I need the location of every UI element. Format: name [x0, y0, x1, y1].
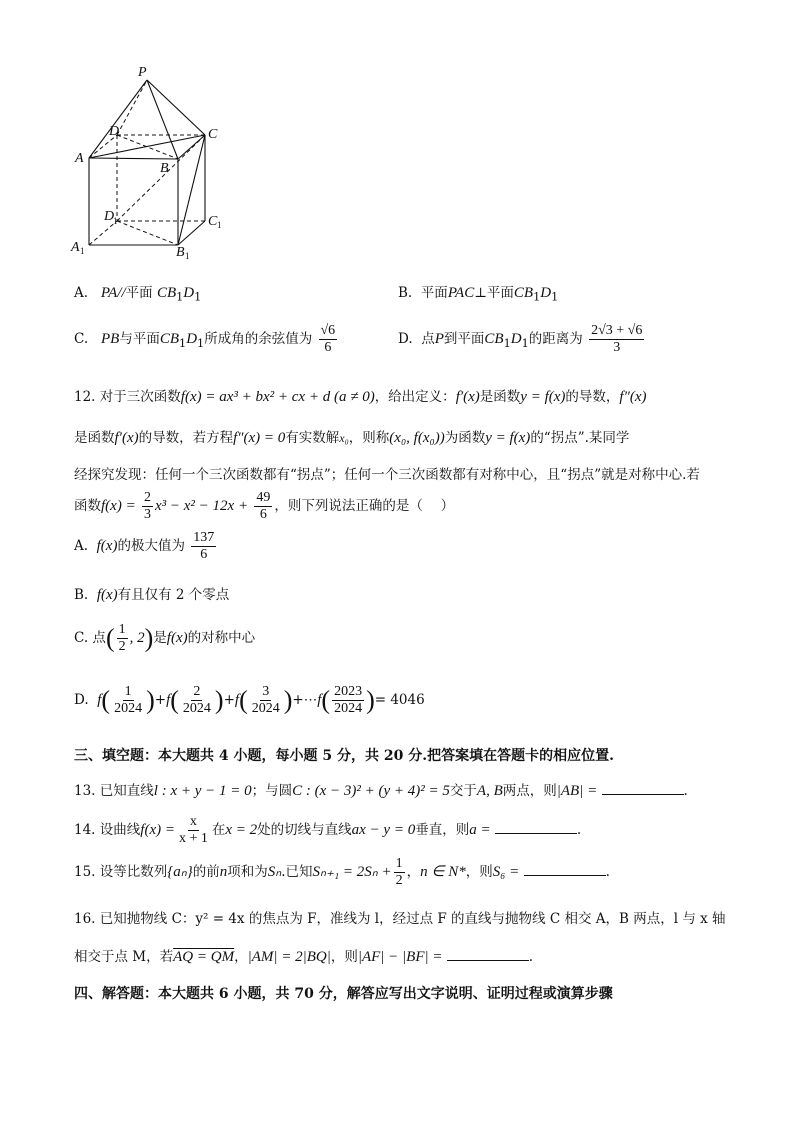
label-D1-sub: 1: [113, 216, 118, 226]
fraction: $\frac{1}{2}$: [395, 856, 403, 889]
label-B: B: [160, 161, 169, 176]
q12-option-c: C. 点( $\frac{1}{2}$ , 2)是f(x)的对称中心: [74, 622, 256, 655]
q15: 15. 设等比数列{aₙ}的前n项和为Sₙ.已知Sₙ₊₁ = 2Sₙ + $\frac{1}{2}$ ，n ∈ N*，则S₆ = .: [74, 856, 610, 889]
label-A1: A: [71, 240, 80, 255]
answer-blank[interactable]: [602, 782, 684, 795]
fraction: $\frac{2023}{2024}$: [334, 684, 363, 717]
fraction: $\frac{2√3 + √6}{3}$: [591, 323, 643, 356]
answer-blank[interactable]: [495, 821, 577, 834]
fraction: $\frac{3}{2024}$: [251, 684, 280, 717]
q16-line-1: 16. 已知抛物线 C：y² = 4x 的焦点为 F，准线为 l，经过点 F 的直线与抛物线 C 相交 A，B 两点，l 与 x 轴: [74, 911, 726, 927]
q11-option-d: D. 点P到平面$CB_1D_1$的距离为 $\frac{2√3 + √6}{3}$: [398, 323, 643, 356]
answer-blank[interactable]: [524, 863, 606, 876]
fraction: $\frac{x}{x + 1}$: [178, 814, 208, 847]
label-B1-sub: 1: [185, 251, 190, 260]
label-C1: C: [208, 214, 218, 229]
label-P: P: [138, 65, 147, 80]
label-A1-sub: 1: [80, 246, 85, 256]
fraction: $\frac{137}{6}$: [193, 530, 215, 563]
q11-option-b: B. 平面PAC⊥平面$CB_1D_1$: [398, 285, 559, 304]
q14: 14. 设曲线f(x) = $\frac{x}{x + 1}$ 在x = 2处的切线与直线ax − y = 0垂直，则a = .: [74, 814, 582, 847]
q12-line-2: 是函数f′(x)的导数，若方程f″(x) = 0有实数解x₀，则称(x₀, f(x₀))为函数y = f(x)的“拐点”.某同学: [74, 430, 630, 446]
q11-option-c: C. PB与平面$CB_1D_1$所成角的余弦值为 $\frac{√6}{6}$: [74, 323, 336, 356]
prism-pyramid-figure: [60, 62, 235, 260]
label-A: A: [75, 151, 84, 166]
fraction: $\frac{2}{3}$: [143, 490, 151, 523]
fraction: $\frac{2}{2024}$: [182, 684, 211, 717]
fraction: $\frac{49}{6}$: [256, 490, 271, 523]
label-B1: B: [176, 245, 185, 260]
section-3-heading: 三、填空题：本大题共 4 小题，每小题 5 分，共 20 分.把答案填在答题卡的相应位置.: [74, 748, 614, 764]
q11-option-a: A. PA//平面 $CB_1D_1$: [74, 285, 202, 304]
q12-line-1: 12. 对于三次函数f(x) = ax³ + bx² + cx + d (a ≠ 0)，给出定义：f′(x)是函数y = f(x)的导数，f″(x): [74, 389, 647, 405]
label-C1-sub: 1: [217, 220, 222, 230]
q13: 13. 已知直线l : x + y − 1 = 0；与圆C : (x − 3)² + (y + 4)² = 5交于A, B两点，则|AB| = .: [74, 783, 688, 799]
q12-option-b: B. f(x)有且仅有 2 个零点: [74, 587, 230, 603]
label-D1: D: [104, 209, 115, 224]
fraction: $\frac{1}{2024}$: [114, 684, 143, 717]
q16-line-2: 相交于点 M，若AQ = QM，|AM| = 2|BQ|，则|AF| − |BF| = .: [74, 949, 534, 965]
fraction: $\frac{√6}{6}$: [320, 323, 336, 356]
q12-option-a: A. f(x)的极大值为 $\frac{137}{6}$: [74, 530, 215, 563]
q12-option-d: D. f( $\frac{1}{2024}$ )+f( $\frac{2}{2024}$ )+f( $\frac{3}{2024}$ )+⋯f( $\frac{2023}{2024}$ )= 4046: [74, 684, 425, 717]
label-C: C: [208, 127, 218, 142]
label-D: D: [109, 124, 120, 139]
section-4-heading: 四、解答题：本大题共 6 小题，共 70 分，解答应写出文字说明、证明过程或演算步骤: [74, 986, 613, 1002]
q12-line-3: 经探究发现：任何一个三次函数都有“拐点”；任何一个三次函数都有对称中心，且“拐点”就是对称中心.若: [74, 467, 700, 483]
q12-line-4: 函数f(x) = $\frac{2}{3}$ x³ − x² − 12x + $\frac{49}{6}$ ，则下列说法正确的是（ ）: [74, 490, 455, 523]
fraction: $\frac{1}{2}$: [118, 622, 126, 655]
answer-blank[interactable]: [447, 948, 529, 961]
